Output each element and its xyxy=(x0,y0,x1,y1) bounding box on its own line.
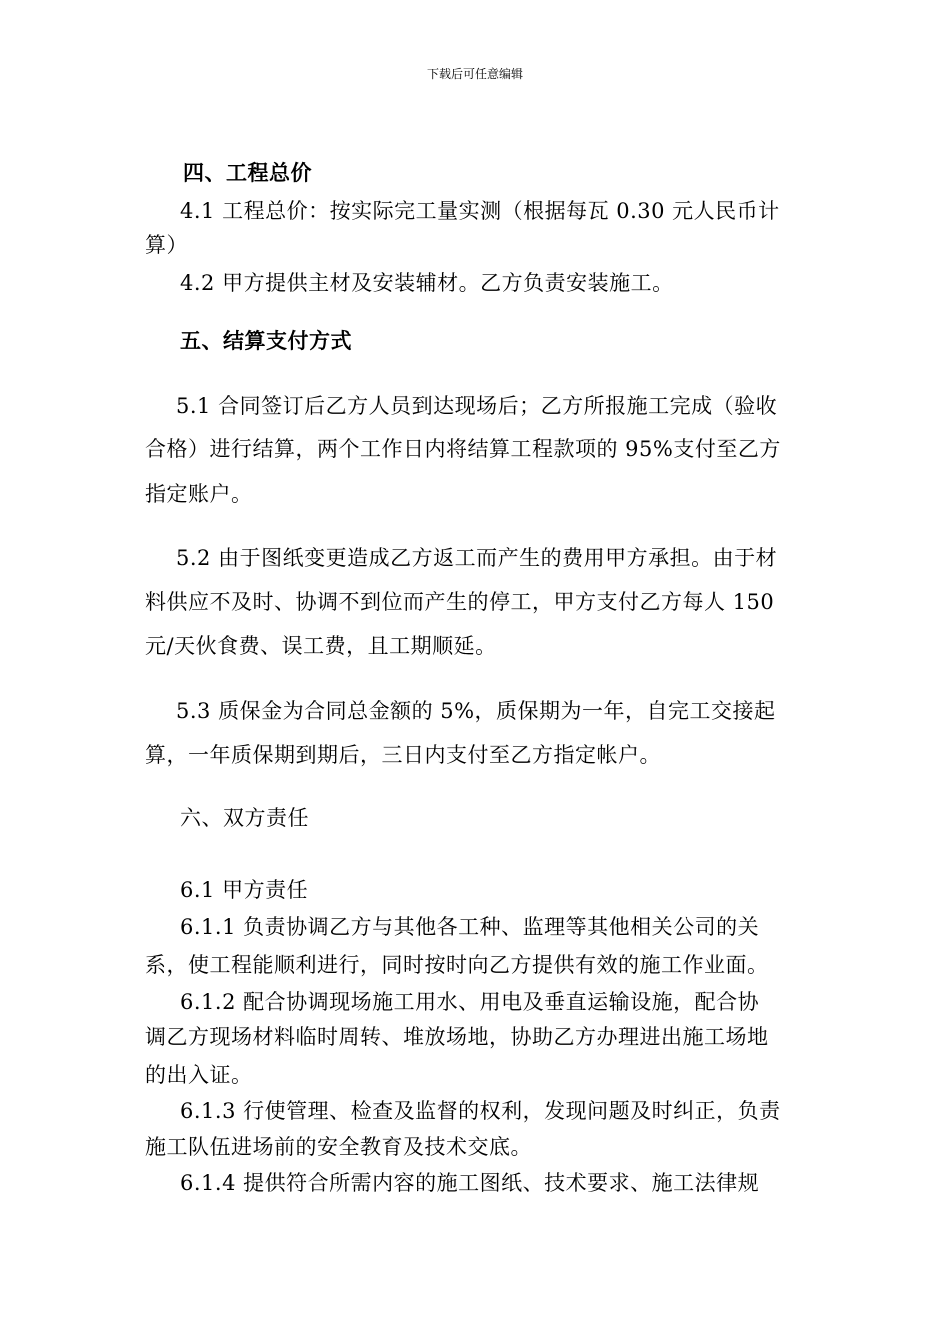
paragraph-5-3-line-2: 算，一年质保期到期后，三日内支付至乙方指定帐户。 xyxy=(145,743,661,767)
paragraph-5-1-line-1: 5.1 合同签订后乙方人员到达现场后；乙方所报施工完成（验收 xyxy=(176,394,778,418)
paragraph-6-1-3-line-1: 6.1.3 行使管理、检查及监督的权利，发现问题及时纠正，负责 xyxy=(180,1099,781,1123)
paragraph-5-3-line-1: 5.3 质保金为合同总金额的 5%，质保期为一年，自完工交接起 xyxy=(176,699,776,723)
paragraph-5-1-line-3: 指定账户。 xyxy=(145,482,253,506)
paragraph-6-1-2-line-1: 6.1.2 配合协调现场施工用水、用电及垂直运输设施，配合协 xyxy=(180,990,760,1014)
paragraph-6-1-1-line-2: 系，使工程能顺利进行，同时按时向乙方提供有效的施工作业面。 xyxy=(145,953,769,977)
section-4-heading: 四、工程总价 xyxy=(183,160,312,185)
paragraph-6-1-2-line-3: 的出入证。 xyxy=(145,1063,253,1087)
paragraph-6-1: 6.1 甲方责任 xyxy=(180,878,309,902)
paragraph-4-1-line-1: 4.1 工程总价：按实际完工量实测（根据每瓦 0.30 元人民币计 xyxy=(180,199,780,223)
paragraph-4-2: 4.2 甲方提供主材及安装辅材。乙方负责安装施工。 xyxy=(180,271,674,295)
paragraph-5-2-line-1: 5.2 由于图纸变更造成乙方返工而产生的费用甲方承担。由于材 xyxy=(176,546,778,570)
paragraph-6-1-3-line-2: 施工队伍进场前的安全教育及技术交底。 xyxy=(145,1135,532,1159)
header-note: 下载后可任意编辑 xyxy=(426,67,523,81)
paragraph-5-2-line-2: 料供应不及时、协调不到位而产生的停工，甲方支付乙方每人 150 xyxy=(145,590,775,614)
paragraph-6-1-2-line-2: 调乙方现场材料临时周转、堆放场地，协助乙方办理进出施工场地 xyxy=(145,1025,769,1049)
paragraph-5-2-line-3: 元/天伙食费、误工费，且工期顺延。 xyxy=(145,634,497,658)
section-5-heading: 五、结算支付方式 xyxy=(180,328,352,353)
paragraph-5-1-line-2: 合格）进行结算，两个工作日内将结算工程款项的 95%支付至乙方 xyxy=(145,437,781,461)
section-6-heading: 六、双方责任 xyxy=(180,806,309,830)
paragraph-6-1-4-line-1: 6.1.4 提供符合所需内容的施工图纸、技术要求、施工法律规 xyxy=(180,1171,760,1195)
paragraph-4-1-line-2: 算） xyxy=(145,233,188,257)
paragraph-6-1-1-line-1: 6.1.1 负责协调乙方与其他各工种、监理等其他相关公司的关 xyxy=(180,915,760,939)
